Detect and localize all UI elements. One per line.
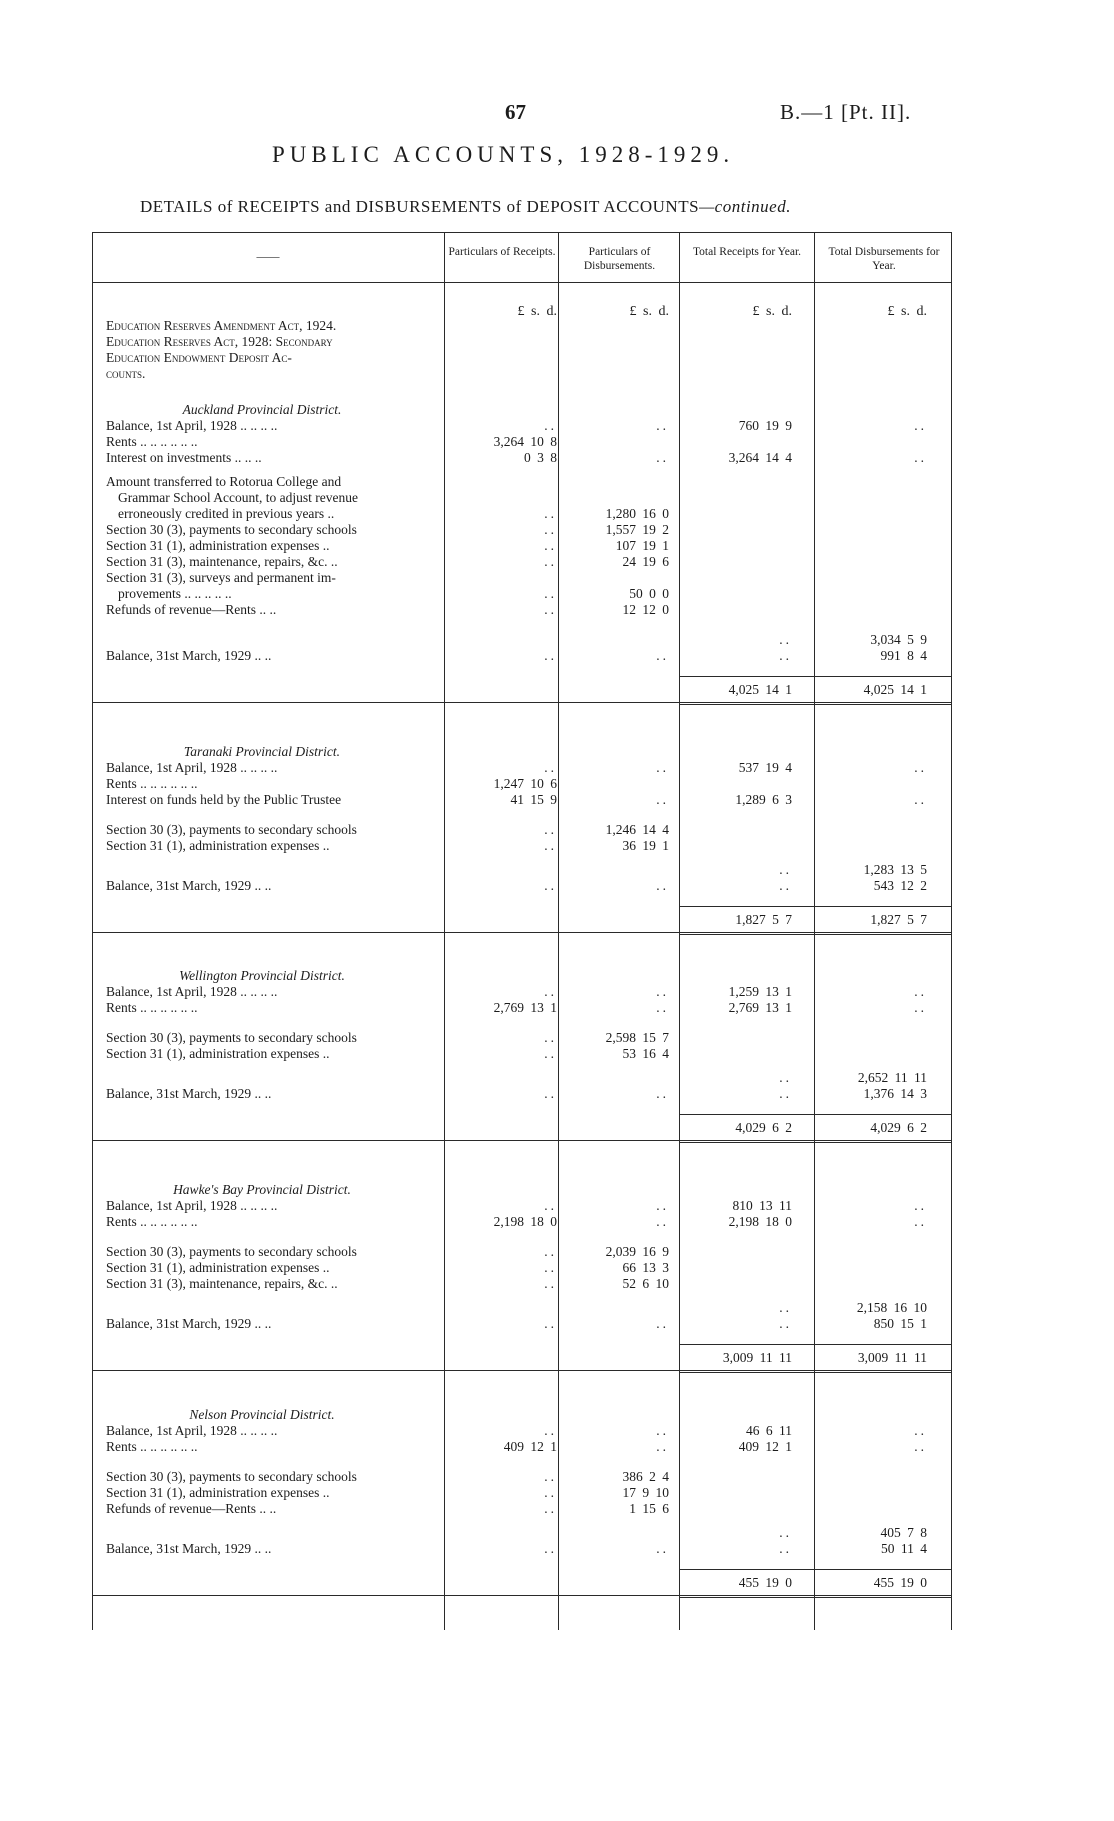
amount-cell-c4: .. — [914, 1439, 927, 1454]
amount-cell-c4: .. — [914, 418, 927, 433]
district-title: Taranaki Provincial District. — [183, 744, 341, 759]
total-row — [92, 1575, 952, 1591]
amount-cell-c4: .. — [914, 760, 927, 775]
total-receipts: 1,827 5 7 — [735, 912, 792, 927]
amount-cell-c4: 543 12 2 — [873, 878, 927, 893]
table-row — [92, 474, 952, 490]
total-rule — [679, 676, 951, 677]
page-number: 67 — [505, 100, 526, 124]
amount-cell-c4: 850 15 1 — [873, 1316, 927, 1331]
row-label: Refunds of revenue—Rents .. .. — [106, 1501, 277, 1516]
table-row — [92, 602, 952, 618]
section-end-rule — [679, 1142, 951, 1143]
subtitle-text: DETAILS of RECEIPTS and DISBURSEMENTS of DEPOSIT ACCOUNTS — [140, 197, 700, 216]
amount-cell-c1: .. — [544, 1260, 557, 1275]
total-disbursements: 455 19 0 — [873, 1575, 927, 1590]
total-row — [92, 912, 952, 928]
table-row — [92, 434, 952, 450]
table-row — [92, 760, 952, 776]
table-row — [92, 984, 952, 1000]
accounts-table — [92, 232, 952, 1632]
table-row — [92, 538, 952, 554]
amount-cell-c2: 1 15 6 — [629, 1501, 669, 1516]
total-disbursements: 4,029 6 2 — [870, 1120, 927, 1135]
amount-cell-c1: .. — [544, 1485, 557, 1500]
total-receipts: 455 19 0 — [738, 1575, 792, 1590]
amount-cell-c2: 53 16 4 — [622, 1046, 669, 1061]
amount-cell-c4: .. — [914, 984, 927, 999]
currency-label: £ s. d. — [517, 304, 557, 319]
total-rule — [679, 906, 951, 907]
row-label: Section 31 (1), administration expenses .. — [106, 538, 330, 553]
table-row — [92, 1260, 952, 1276]
table-row — [92, 822, 952, 838]
row-label: Section 31 (3), surveys and permanent im- — [106, 570, 336, 585]
amount-cell-c4: .. — [914, 1198, 927, 1213]
amount-cell-c2: .. — [656, 1198, 669, 1213]
row-label: Section 30 (3), payments to secondary schools — [106, 1244, 357, 1259]
amount-cell-c3: .. — [779, 1086, 792, 1101]
amount-cell-c2: 17 9 10 — [622, 1485, 669, 1500]
total-row — [92, 1350, 952, 1366]
table-row — [92, 506, 952, 522]
table-row — [92, 1046, 952, 1062]
amount-cell-c3: .. — [779, 1541, 792, 1556]
table-row — [92, 1485, 952, 1501]
table-row — [92, 1000, 952, 1016]
amount-cell-c3: 810 13 11 — [732, 1198, 792, 1213]
amount-cell-c2: .. — [656, 792, 669, 807]
amount-cell-c4: .. — [914, 792, 927, 807]
amount-cell-c2: .. — [656, 1316, 669, 1331]
amount-cell-c2: .. — [656, 760, 669, 775]
amount-cell-c3: .. — [779, 1525, 792, 1540]
amount-cell-c1: .. — [544, 1541, 557, 1556]
amount-cell-c3: .. — [779, 632, 792, 647]
amount-cell-c4: 50 11 4 — [881, 1541, 927, 1556]
row-label: Section 31 (1), administration expenses .. — [106, 1260, 330, 1275]
amount-cell-c1: .. — [544, 538, 557, 553]
row-label: Rents .. .. .. .. .. .. — [106, 1000, 198, 1015]
table-row — [92, 554, 952, 570]
amount-cell-c2: 2,039 16 9 — [605, 1244, 669, 1259]
amount-cell-c3: .. — [779, 1300, 792, 1315]
table-row — [92, 632, 952, 648]
amount-cell-c1: .. — [544, 1423, 557, 1438]
amount-cell-c2: .. — [656, 878, 669, 893]
amount-cell-c1: 41 15 9 — [510, 792, 557, 807]
amount-cell-c1: .. — [544, 1198, 557, 1213]
section-end-rule — [679, 704, 951, 705]
amount-cell-c2: .. — [656, 418, 669, 433]
row-label: Balance, 31st March, 1929 .. .. — [106, 1541, 272, 1556]
table-row — [92, 1525, 952, 1541]
amount-cell-c3: .. — [779, 1316, 792, 1331]
account-heading-line: Education Reserves Amendment Act, 1924. — [106, 318, 337, 333]
total-disbursements: 3,009 11 11 — [857, 1350, 927, 1365]
amount-cell-c2: .. — [656, 1000, 669, 1015]
header-rule — [92, 282, 952, 283]
row-label: Balance, 31st March, 1929 .. .. — [106, 1086, 272, 1101]
amount-cell-c1: .. — [544, 1086, 557, 1101]
amount-cell-c3: .. — [779, 878, 792, 893]
district-title: Wellington Provincial District. — [179, 968, 345, 983]
table-row — [92, 1541, 952, 1557]
row-label: Rents .. .. .. .. .. .. — [106, 434, 198, 449]
row-label: Section 30 (3), payments to secondary schools — [106, 1469, 357, 1484]
row-label: Section 31 (1), administration expenses .. — [106, 838, 330, 853]
table-row — [92, 586, 952, 602]
table-row — [92, 450, 952, 466]
amount-cell-c1: .. — [544, 1046, 557, 1061]
district-title-row — [92, 1407, 952, 1423]
total-receipts: 4,029 6 2 — [735, 1120, 792, 1135]
table-top-rule — [92, 232, 952, 233]
row-label: Section 30 (3), payments to secondary schools — [106, 1030, 357, 1045]
row-label: Rents .. .. .. .. .. .. — [106, 1214, 198, 1229]
amount-cell-c1: .. — [544, 586, 557, 601]
row-label: Grammar School Account, to adjust revenue — [118, 490, 358, 505]
table-row — [92, 1198, 952, 1214]
total-rule — [679, 1114, 951, 1115]
amount-cell-c3: 1,289 6 3 — [735, 792, 792, 807]
table-row — [92, 570, 952, 586]
district-title-row — [92, 744, 952, 760]
section-end-rule — [679, 1372, 951, 1373]
table-row — [92, 1300, 952, 1316]
table-row — [92, 522, 952, 538]
row-label: Balance, 1st April, 1928 .. .. .. .. — [106, 418, 278, 433]
amount-cell-c1: .. — [544, 1316, 557, 1331]
currency-label: £ s. d. — [887, 304, 927, 319]
amount-cell-c3: .. — [779, 862, 792, 877]
amount-cell-c2: .. — [656, 984, 669, 999]
amount-cell-c1: 2,769 13 1 — [493, 1000, 557, 1015]
total-rule — [679, 1344, 951, 1345]
amount-cell-c1: .. — [544, 648, 557, 663]
total-disbursements: 1,827 5 7 — [870, 912, 927, 927]
table-row — [92, 792, 952, 808]
header-receipts: Particulars of Receipts. — [448, 246, 556, 258]
total-receipts: 4,025 14 1 — [728, 682, 792, 697]
district-title: Nelson Provincial District. — [189, 1407, 335, 1422]
amount-cell-c3: .. — [779, 648, 792, 663]
table-row — [92, 1501, 952, 1517]
amount-cell-c2: 66 13 3 — [622, 1260, 669, 1275]
amount-cell-c1: .. — [544, 822, 557, 837]
row-label: Section 31 (1), administration expenses .. — [106, 1485, 330, 1500]
page-subtitle — [140, 197, 791, 217]
section-end-rule — [92, 932, 952, 933]
amount-cell-c1: .. — [544, 1030, 557, 1045]
row-label: Section 30 (3), payments to secondary schools — [106, 522, 357, 537]
row-label: Rents .. .. .. .. .. .. — [106, 776, 198, 791]
amount-cell-c2: 24 19 6 — [622, 554, 669, 569]
amount-cell-c2: 52 6 10 — [622, 1276, 669, 1291]
amount-cell-c1: 409 12 1 — [503, 1439, 557, 1454]
amount-cell-c2: .. — [656, 1086, 669, 1101]
section-end-rule — [92, 702, 952, 703]
row-label: Interest on funds held by the Public Trustee — [106, 792, 342, 807]
row-label: Balance, 31st March, 1929 .. .. — [106, 1316, 272, 1331]
amount-cell-c2: .. — [656, 450, 669, 465]
amount-cell-c1: 3,264 10 8 — [493, 434, 557, 449]
amount-cell-c4: .. — [914, 1423, 927, 1438]
section-end-rule — [92, 1595, 952, 1596]
district-title: Auckland Provincial District. — [182, 402, 342, 417]
amount-cell-c2: .. — [656, 1423, 669, 1438]
row-label: Section 31 (3), maintenance, repairs, &c. .. — [106, 1276, 338, 1291]
table-row — [92, 490, 952, 506]
amount-cell-c1: .. — [544, 1501, 557, 1516]
total-row — [92, 1120, 952, 1136]
row-label: Section 31 (3), maintenance, repairs, &c. .. — [106, 554, 338, 569]
amount-cell-c2: 2,598 15 7 — [605, 1030, 669, 1045]
amount-cell-c3: 3,264 14 4 — [728, 450, 792, 465]
amount-cell-c3: 2,198 18 0 — [728, 1214, 792, 1229]
amount-cell-c2: .. — [656, 1439, 669, 1454]
amount-cell-c4: 991 8 4 — [880, 648, 927, 663]
table-row — [92, 1276, 952, 1292]
district-title-row — [92, 1182, 952, 1198]
amount-cell-c4: 2,158 16 10 — [856, 1300, 927, 1315]
amount-cell-c4: 1,283 13 5 — [863, 862, 927, 877]
row-label: Balance, 31st March, 1929 .. .. — [106, 878, 272, 893]
total-disbursements: 4,025 14 1 — [863, 682, 927, 697]
amount-cell-c3: 537 19 4 — [738, 760, 792, 775]
amount-cell-c3: .. — [779, 1070, 792, 1085]
table-row — [92, 1316, 952, 1332]
amount-cell-c1: .. — [544, 506, 557, 521]
amount-cell-c2: 1,557 19 2 — [605, 522, 669, 537]
table-row — [92, 1086, 952, 1102]
row-label: erroneously credited in previous years .. — [118, 506, 335, 521]
header-total-disbursements: Total Disbursements for Year. — [828, 246, 940, 272]
row-label: Section 31 (1), administration expenses .. — [106, 1046, 330, 1061]
amount-cell-c2: .. — [656, 1541, 669, 1556]
header-disbursements: Particulars of Disbursements. — [583, 246, 656, 272]
amount-cell-c1: .. — [544, 418, 557, 433]
amount-cell-c1: 0 3 8 — [524, 450, 557, 465]
header-blank: —— — [256, 251, 280, 263]
amount-cell-c2: .. — [656, 1214, 669, 1229]
section-end-rule — [679, 1597, 951, 1598]
account-heading-line: Education Endowment Deposit Ac- — [106, 350, 292, 365]
amount-cell-c2: 12 12 0 — [622, 602, 669, 617]
total-rule — [679, 1569, 951, 1570]
amount-cell-c1: .. — [544, 760, 557, 775]
total-row — [92, 682, 952, 698]
row-label: Balance, 1st April, 1928 .. .. .. .. — [106, 1423, 278, 1438]
amount-cell-c1: .. — [544, 878, 557, 893]
amount-cell-c3: 1,259 13 1 — [728, 984, 792, 999]
section-end-rule — [92, 1140, 952, 1141]
row-label: Balance, 1st April, 1928 .. .. .. .. — [106, 1198, 278, 1213]
amount-cell-c2: 1,280 16 0 — [605, 506, 669, 521]
currency-label: £ s. d. — [752, 304, 792, 319]
amount-cell-c1: .. — [544, 1244, 557, 1259]
header-total-receipts: Total Receipts for Year. — [692, 246, 802, 258]
amount-cell-c2: 386 2 4 — [622, 1469, 669, 1484]
total-receipts: 3,009 11 11 — [722, 1350, 792, 1365]
amount-cell-c1: .. — [544, 1469, 557, 1484]
amount-cell-c2: .. — [656, 648, 669, 663]
row-label: Balance, 31st March, 1929 .. .. — [106, 648, 272, 663]
amount-cell-c3: 409 12 1 — [738, 1439, 792, 1454]
district-title-row — [92, 968, 952, 984]
amount-cell-c3: 760 19 9 — [738, 418, 792, 433]
amount-cell-c3: 46 6 11 — [746, 1423, 792, 1438]
amount-cell-c2: 107 19 1 — [615, 538, 669, 553]
row-label: provements .. .. .. .. .. — [118, 586, 232, 601]
subtitle-continued: —continued. — [699, 197, 791, 216]
table-row — [92, 878, 952, 894]
amount-cell-c4: 405 7 8 — [880, 1525, 927, 1540]
row-label: Refunds of revenue—Rents .. .. — [106, 602, 277, 617]
amount-cell-c4: .. — [914, 1000, 927, 1015]
page-title: PUBLIC ACCOUNTS, 1928-1929. — [272, 142, 735, 167]
amount-cell-c2: 50 0 0 — [629, 586, 669, 601]
amount-cell-c3: 2,769 13 1 — [728, 1000, 792, 1015]
amount-cell-c1: .. — [544, 984, 557, 999]
table-row — [92, 418, 952, 434]
district-title: Hawke's Bay Provincial District. — [173, 1182, 351, 1197]
row-label: Rents .. .. .. .. .. .. — [106, 1439, 198, 1454]
amount-cell-c4: 1,376 14 3 — [863, 1086, 927, 1101]
amount-cell-c4: 2,652 11 11 — [857, 1070, 927, 1085]
amount-cell-c2: 1,246 14 4 — [605, 822, 669, 837]
amount-cell-c4: .. — [914, 1214, 927, 1229]
section-end-rule — [92, 1370, 952, 1371]
table-row — [92, 1070, 952, 1086]
amount-cell-c4: 3,034 5 9 — [870, 632, 927, 647]
table-row — [92, 776, 952, 792]
amount-cell-c1: .. — [544, 602, 557, 617]
table-row — [92, 862, 952, 878]
amount-cell-c4: .. — [914, 450, 927, 465]
amount-cell-c1: .. — [544, 838, 557, 853]
account-heading-line: Education Reserves Act, 1928: Secondary — [106, 334, 333, 349]
series-reference: B.—1 [Pt. II]. — [780, 100, 912, 124]
amount-cell-c1: .. — [544, 554, 557, 569]
table-row — [92, 1423, 952, 1439]
table-row — [92, 1214, 952, 1230]
table-row — [92, 838, 952, 854]
amount-cell-c1: .. — [544, 522, 557, 537]
account-heading-line: counts. — [106, 366, 146, 381]
row-label: Balance, 1st April, 1928 .. .. .. .. — [106, 760, 278, 775]
table-row — [92, 648, 952, 664]
amount-cell-c1: .. — [544, 1276, 557, 1291]
row-label: Section 30 (3), payments to secondary schools — [106, 822, 357, 837]
table-row — [92, 1244, 952, 1260]
table-row — [92, 1469, 952, 1485]
amount-cell-c1: 2,198 18 0 — [493, 1214, 557, 1229]
row-label: Interest on investments .. .. .. — [106, 450, 262, 465]
section-end-rule — [679, 934, 951, 935]
district-title-row — [92, 402, 952, 418]
table-row — [92, 1030, 952, 1046]
amount-cell-c1: 1,247 10 6 — [493, 776, 557, 791]
currency-label: £ s. d. — [629, 304, 669, 319]
row-label: Balance, 1st April, 1928 .. .. .. .. — [106, 984, 278, 999]
amount-cell-c2: 36 19 1 — [622, 838, 669, 853]
row-label: Amount transferred to Rotorua College and — [106, 474, 342, 489]
table-row — [92, 1439, 952, 1455]
